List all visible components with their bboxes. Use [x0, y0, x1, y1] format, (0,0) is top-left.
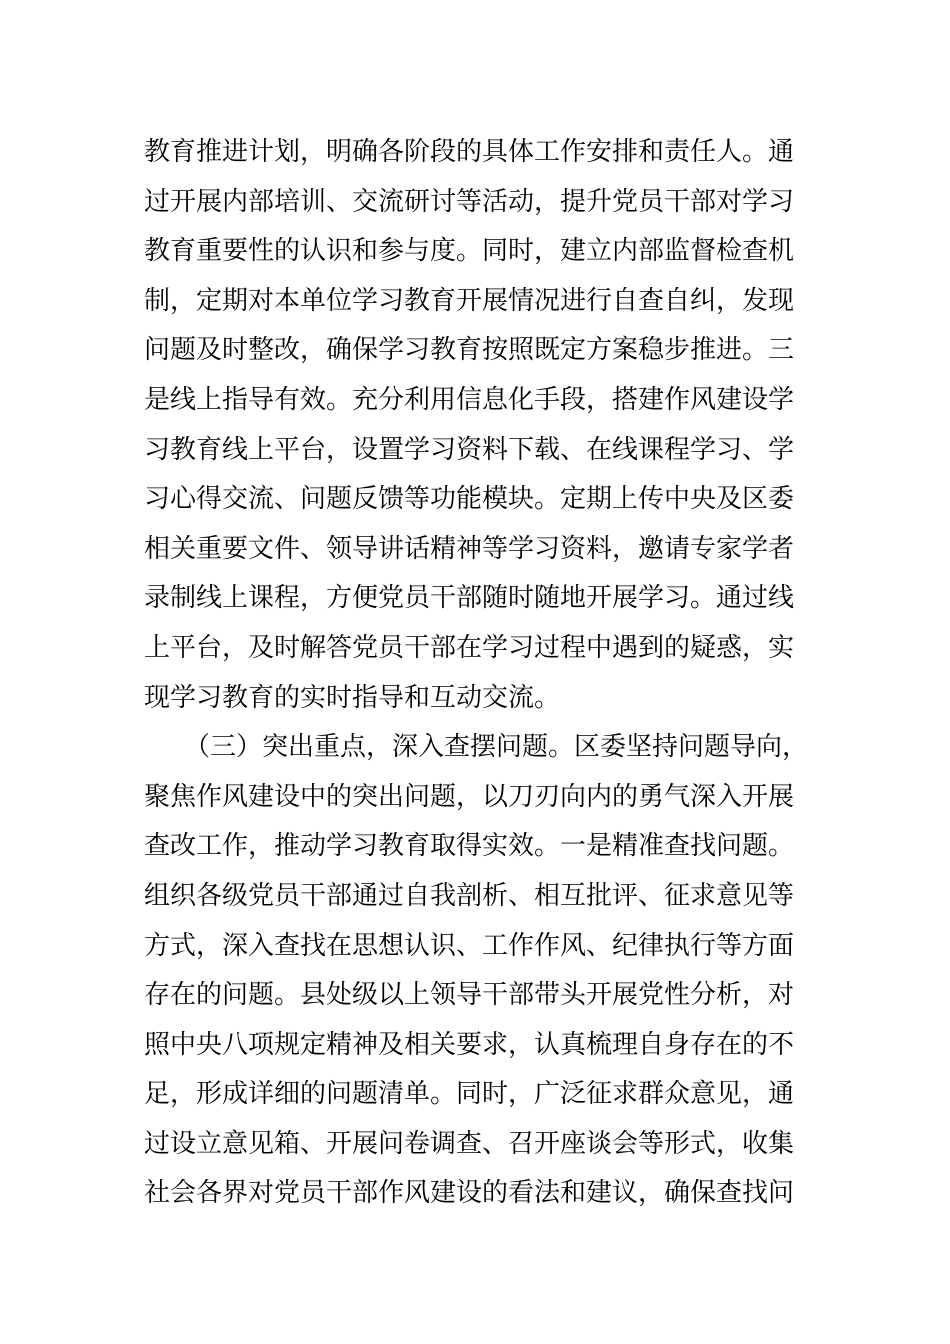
section-heading-line: （三）突出重点，深入查摆问题。区委坚持问题导向，	[184, 732, 809, 763]
text-line: 方式，深入查找在思想认识、工作作风、纪律执行等方面	[144, 930, 795, 961]
text-line: 照中央八项规定精神及相关要求，认真梳理自身存在的不	[144, 1029, 795, 1060]
text-line: 聚焦作风建设中的突出问题，以刀刃向内的勇气深入开展	[144, 781, 795, 812]
text-line: 相关重要文件、领导讲话精神等学习资料，邀请专家学者	[144, 533, 795, 564]
text-line: 社会各界对党员干部作风建设的看法和建议，确保查找问	[144, 1178, 795, 1209]
text-line: 上平台，及时解答党员干部在学习过程中遇到的疑惑，实	[144, 632, 795, 663]
body-text	[144, 128, 844, 1219]
text-line: 存在的问题。县处级以上领导干部带头开展党性分析，对	[144, 980, 795, 1011]
text-line: 现学习教育的实时指导和互动交流。	[144, 682, 561, 713]
text-line: 习心得交流、问题反馈等功能模块。定期上传中央及区委	[144, 484, 795, 515]
text-line: 习教育线上平台，设置学习资料下载、在线课程学习、学	[144, 434, 795, 465]
text-line: 过设立意见箱、开展问卷调查、召开座谈会等形式，收集	[144, 1128, 795, 1159]
text-line: 组织各级党员干部通过自我剖析、相互批评、征求意见等	[144, 880, 795, 911]
text-line: 足，形成详细的问题清单。同时，广泛征求群众意见，通	[144, 1079, 795, 1110]
text-line: 制，定期对本单位学习教育开展情况进行自查自纠，发现	[144, 285, 795, 316]
text-line: 教育重要性的认识和参与度。同时，建立内部监督检查机	[144, 236, 795, 267]
text-line: 过开展内部培训、交流研讨等活动，提升党员干部对学习	[144, 186, 795, 217]
text-line: 是线上指导有效。充分利用信息化手段，搭建作风建设学	[144, 384, 795, 415]
text-line: 录制线上课程，方便党员干部随时随地开展学习。通过线	[144, 583, 795, 614]
text-line: 教育推进计划，明确各阶段的具体工作安排和责任人。通	[144, 137, 795, 167]
text-line: 查改工作，推动学习教育取得实效。一是精准查找问题。	[144, 831, 795, 862]
text-line: 问题及时整改，确保学习教育按照既定方案稳步推进。三	[144, 335, 795, 366]
